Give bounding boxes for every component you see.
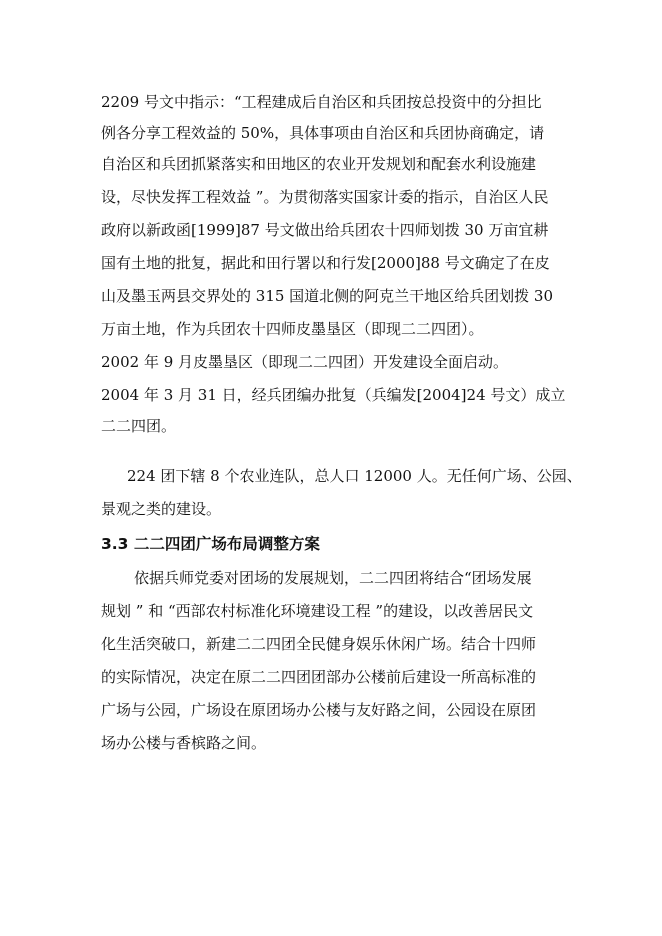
paragraph-5-line-6: 场办公楼与香槟路之间。 xyxy=(101,734,267,752)
paragraph-3-line-2: 二二四团。 xyxy=(101,417,177,435)
paragraph-3-line-1: 2004 年 3 月 31 日，经兵团编办批复（兵编发[2004]24 号文）成立 xyxy=(101,386,566,404)
paragraph-4-line-1: 224 团下辖 8 个农业连队，总人口 12000 人。无任何广场、公园、 xyxy=(127,467,582,485)
section-heading: 3.3 二二四团广场布局调整方案 xyxy=(101,535,320,553)
paragraph-1-line-4: 设，尽快发挥工程效益 ”。为贯彻落实国家计委的指示，自治区人民 xyxy=(101,188,549,206)
paragraph-1-line-5: 政府以新政函[1999]87 号文做出给兵团农十四师划拨 30 万亩宜耕 xyxy=(101,221,549,239)
paragraph-1-line-1: 2209 号文中指示：“工程建成后自治区和兵团按总投资中的分担比 xyxy=(101,93,542,111)
paragraph-2: 2002 年 9 月皮墨垦区（即现二二四团）开发建设全面启动。 xyxy=(101,353,509,371)
paragraph-1-line-8: 万亩土地，作为兵团农十四师皮墨垦区（即现二二四团）。 xyxy=(101,320,484,338)
paragraph-5-line-4: 的实际情况，决定在原二二四团团部办公楼前后建设一所高标准的 xyxy=(101,668,537,686)
paragraph-1-line-7: 山及墨玉两县交界处的 315 国道北侧的阿克兰干地区给兵团划拨 30 xyxy=(101,287,554,305)
paragraph-5-line-5: 广场与公园，广场设在原团场办公楼与友好路之间，公园设在原团 xyxy=(101,701,537,719)
paragraph-1-line-3: 自治区和兵团抓紧落实和田地区的农业开发规划和配套水利设施建 xyxy=(101,155,537,173)
paragraph-5-line-3: 化生活突破口，新建二二四团全民健身娱乐休闲广场。结合十四师 xyxy=(101,635,537,653)
paragraph-5-line-2: 规划 ” 和 “西部农村标准化环境建设工程 ”的建设，以改善居民文 xyxy=(101,602,534,620)
paragraph-1-line-6: 国有土地的批复，据此和田行署以和行发[2000]88 号文确定了在皮 xyxy=(101,254,550,272)
paragraph-4-line-2: 景观之类的建设。 xyxy=(101,500,222,518)
paragraph-5-line-1: 依据兵师党委对团场的发展规划，二二四团将结合“团场发展 xyxy=(134,569,532,587)
paragraph-1-line-2: 例各分享工程效益的 50%，具体事项由自治区和兵团协商确定，请 xyxy=(101,124,545,142)
